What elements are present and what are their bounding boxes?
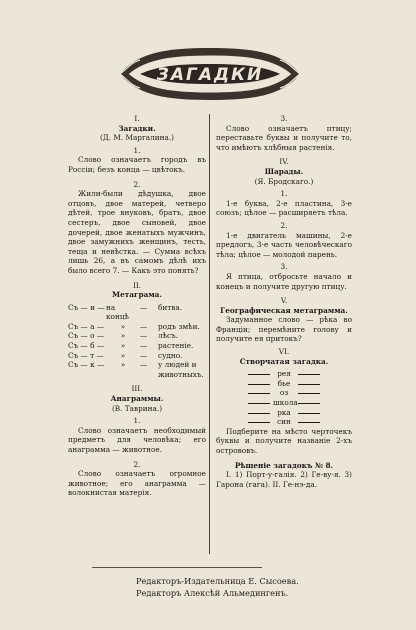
- riddle-text: Слово означаетъ птицу; переставьте буквы и получите то, что имѣютъ хлѣбныя растенія.: [216, 123, 352, 152]
- banner-title: ЗАГАДКИ: [156, 65, 264, 85]
- riddle-text: Слово означаетъ городъ въ Россіи; безъ конца — цвѣтокъ.: [68, 155, 206, 174]
- editor-publisher: Редакторъ-Издательница Е. Сысоева.: [136, 576, 299, 586]
- riddle-number: 2.: [133, 459, 141, 469]
- section-number: I.: [134, 114, 140, 123]
- section-number: IV.: [279, 157, 289, 167]
- stvor-row: бье: [216, 379, 352, 389]
- riddle-text: Я птица, отбросьте начало и конецъ и получите другую птицу.: [216, 271, 352, 291]
- metagram-row: Съ — к — » — у людей и животныхъ.: [68, 360, 204, 379]
- section-author: (Я. Бродскаго.): [254, 176, 314, 186]
- footer: [136, 575, 299, 599]
- stvor-row: оз: [216, 388, 352, 398]
- riddle-number: 2.: [280, 220, 288, 230]
- section-author: (Д. М. Маргалина.): [99, 133, 175, 143]
- riddle-number: 1.: [280, 189, 288, 199]
- section-title: Загадки.: [118, 123, 156, 133]
- stvor-grid: [216, 369, 352, 427]
- riddle-text: Подберите на мѣсто черточекъ буквы и получите названіе 2-хъ острововъ.: [216, 426, 352, 455]
- metagram-row: Съ — т — » — судно.: [68, 350, 183, 360]
- riddle-text: Слово означаетъ огромное животное; его анаграмма — волокнистая матерія.: [68, 469, 206, 498]
- editor: Редакторъ Алексѣй Альмедингенъ.: [136, 588, 289, 598]
- metagram-row: Съ — а — » — родъ змѣи.: [68, 321, 200, 331]
- riddle-text: Слово означаетъ необходимый предметъ для человѣка; его анаграмма — животное.: [68, 425, 206, 454]
- section-number: II.: [132, 280, 142, 290]
- metagram-row: Съ — и — на концѣ — битва.: [68, 302, 183, 322]
- section-title: Анаграммы.: [110, 394, 164, 404]
- section-author: (В. Таврина.): [111, 403, 163, 413]
- riddle-text: 1-е двигатель машины, 2-е предлогъ, 3-е часть человѣческаго тѣла; цѣлое — молодой парень.: [216, 230, 352, 259]
- left-column: [68, 114, 206, 498]
- right-column: [216, 114, 352, 489]
- riddle-text: Задуманное слово — рѣка во Франціи; перемѣните голову и получите ея притокъ?: [216, 315, 352, 344]
- section-number: III.: [131, 384, 143, 394]
- riddle-text: 1-е буква, 2-е пластина, 3-е союзъ; цѣлое — расширяетъ тѣла.: [216, 198, 352, 218]
- solutions-text: I. 1) Порт-у-галія. 2) Ге-ву-я. 3) Гарона (гага). II. Ге-нэ-да.: [216, 470, 352, 489]
- metagram-table: [68, 303, 206, 380]
- section-title: Метаграма.: [112, 290, 162, 300]
- footer-rule: [92, 567, 262, 568]
- riddle-number: 3.: [280, 114, 288, 123]
- riddle-number: 3.: [280, 262, 288, 272]
- riddle-number: 1.: [133, 416, 141, 426]
- stvor-row: школа: [216, 398, 352, 408]
- title-banner: [118, 38, 302, 110]
- section-number: V.: [280, 296, 288, 306]
- section-title: Шарады.: [264, 166, 304, 176]
- riddle-text: Жили-были дѣдушка, двое отцовъ, двое матерей, четверо дѣтей, трое внуковъ, братъ, двое сестеръ, двое сыновей, двое дочерей, двое женатыхъ мужчинъ, двое замужнихъ женщинъ, тесть, теща и невѣстка. — Сумма всѣхъ лишь 26, а въ самомъ дѣлѣ ихъ было всего 7. — Какъ это понять?: [68, 189, 206, 275]
- stvor-row: син: [216, 417, 352, 427]
- riddle-number: 1.: [133, 145, 141, 155]
- metagram-row: Съ — б — » — растеніе.: [68, 341, 194, 351]
- solutions-title: Рѣшеніе загадокъ № 8.: [234, 460, 334, 470]
- riddle-number: 2.: [133, 179, 141, 189]
- column-divider: [209, 114, 210, 554]
- section-title: Створчатая загадка.: [239, 356, 329, 366]
- section-number: VI.: [278, 347, 290, 357]
- section-title: Географическая метаграмма.: [220, 305, 348, 315]
- metagram-row: Съ — о — » — лѣсъ.: [68, 331, 179, 341]
- stvor-row: рея: [216, 369, 352, 379]
- stvor-row: рка: [216, 408, 352, 418]
